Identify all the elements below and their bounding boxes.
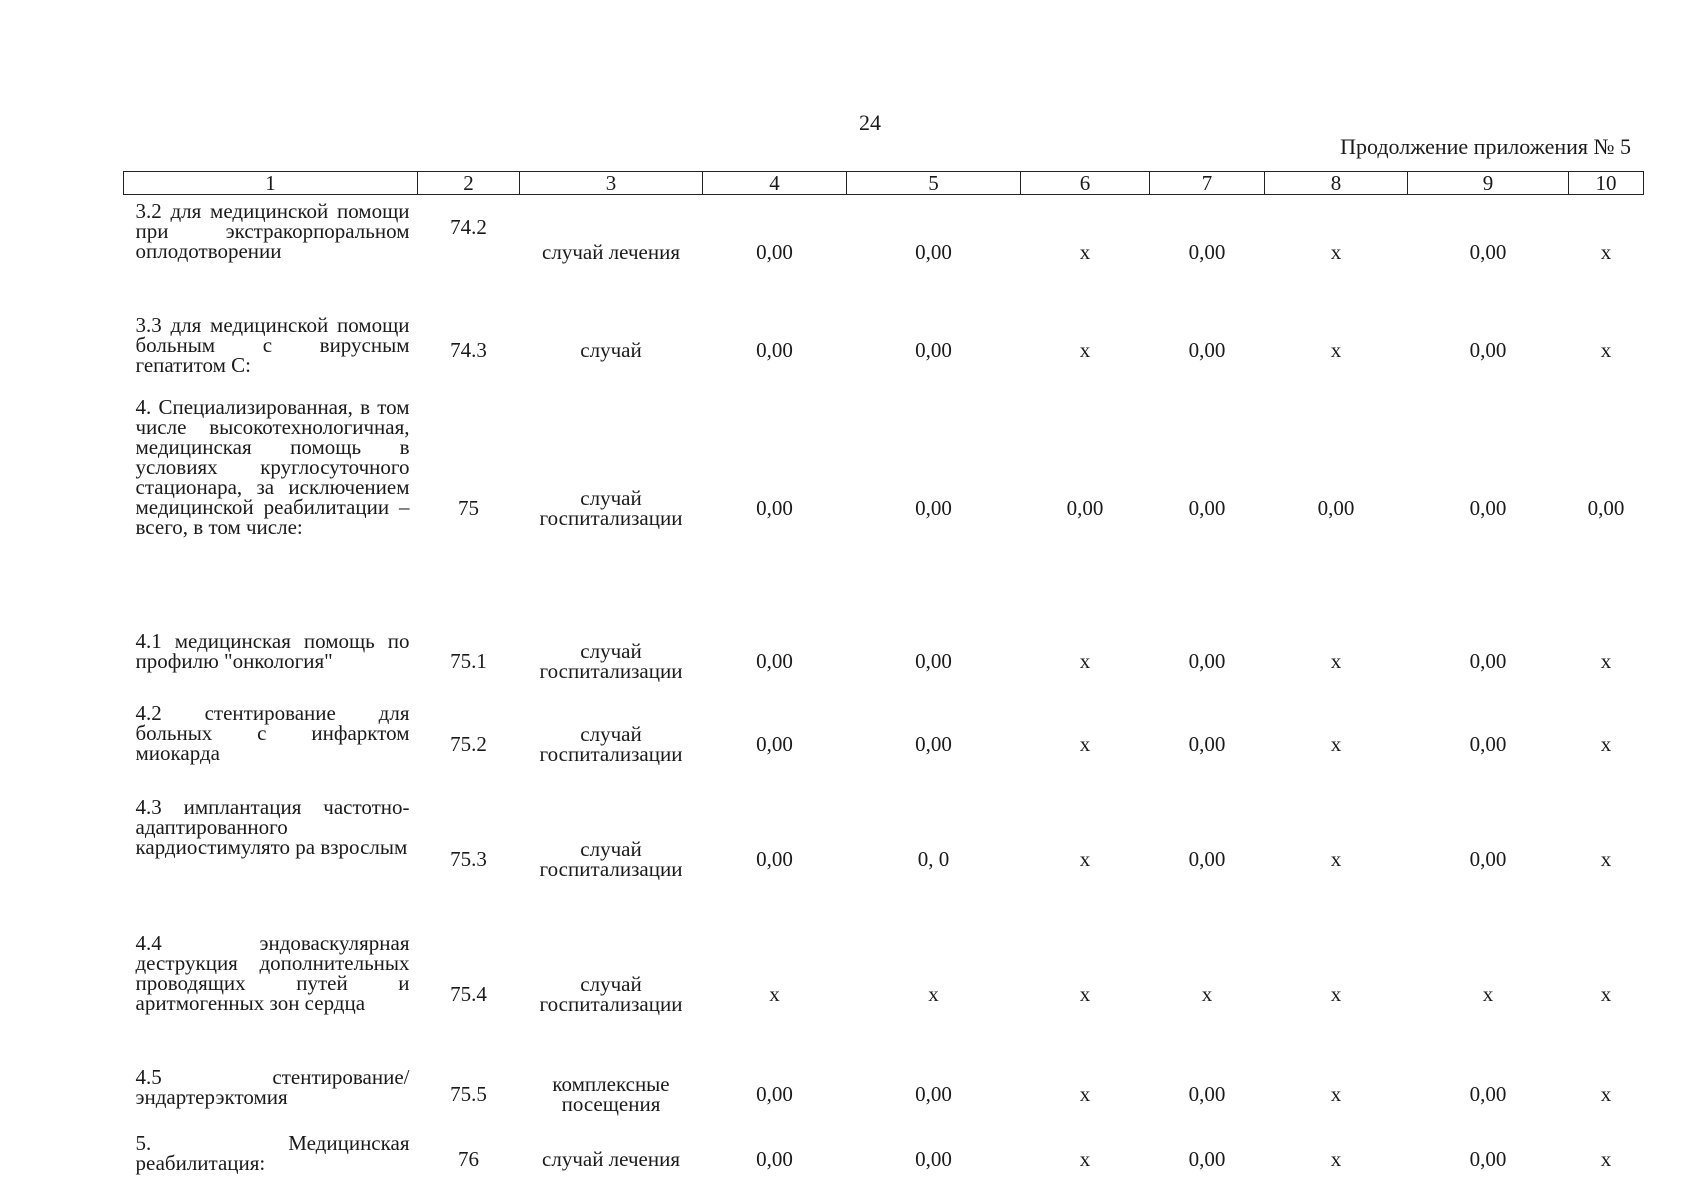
cell-value: 0,00 bbox=[915, 1082, 952, 1106]
column-header: 7 bbox=[1150, 172, 1265, 195]
cell-value: 0,00 bbox=[1469, 1082, 1507, 1106]
table-row bbox=[124, 1061, 1644, 1127]
cell-value: х bbox=[1079, 732, 1091, 756]
column-header: 9 bbox=[1408, 172, 1569, 195]
cell-value: х bbox=[1600, 338, 1612, 362]
row-code: 75.2 bbox=[450, 732, 487, 756]
cell-value: 0,00 bbox=[1469, 1147, 1507, 1171]
cell-value: 0,00 bbox=[1188, 496, 1226, 520]
cell-value: 0, 0 bbox=[917, 847, 950, 871]
row-code: 75.4 bbox=[450, 982, 487, 1006]
cell-value: х bbox=[1330, 1082, 1342, 1106]
row-unit: случай лечения bbox=[542, 240, 680, 264]
cell-value: 0,00 bbox=[1317, 496, 1355, 520]
row-unit: случай bbox=[580, 338, 642, 362]
cell-value: х bbox=[1079, 1082, 1091, 1106]
column-header: 4 bbox=[703, 172, 847, 195]
cell-value: 0,00 bbox=[1469, 847, 1507, 871]
cell-value: 0,00 bbox=[756, 732, 793, 756]
column-header: 10 bbox=[1569, 172, 1644, 195]
table-row bbox=[124, 927, 1644, 1061]
cell-value: 0,00 bbox=[1469, 732, 1507, 756]
column-header: 2 bbox=[418, 172, 520, 195]
cell-value: 0,00 bbox=[915, 649, 952, 673]
row-name: 4.1 медицинская помощь по профилю "онкология" bbox=[135, 629, 410, 673]
page-number: 24 bbox=[859, 110, 881, 135]
row-name: 4. Специализированная, в том числе высокотехнологичная, медицинская помощь в условиях круглосуточного стационара, за исключением медицинской реабилитации – всего, в том числе: bbox=[135, 395, 410, 539]
cell-value: 0,00 bbox=[756, 496, 793, 520]
cell-value: 0,00 bbox=[756, 847, 793, 871]
cell-value: х bbox=[1600, 847, 1612, 871]
row-code: 75.5 bbox=[450, 1082, 487, 1106]
row-code: 74.2 bbox=[450, 215, 487, 239]
cell-value: х bbox=[1079, 982, 1091, 1006]
table-row bbox=[124, 625, 1644, 697]
row-unit: случай госпитализации bbox=[539, 486, 683, 530]
cell-value: х bbox=[1330, 982, 1342, 1006]
row-unit: комплексные посещения bbox=[552, 1072, 670, 1116]
row-name: 3.2 для медицинской помощи при экстракорпоральном оплодотворении bbox=[135, 199, 410, 263]
cell-value: 0,00 bbox=[1587, 496, 1625, 520]
cell-value: 0,00 bbox=[915, 496, 952, 520]
cell-value: 0,00 bbox=[1469, 649, 1507, 673]
cell-value: х bbox=[1600, 240, 1612, 264]
row-name: 4.2 стентирование для больных с инфарктом миокарда bbox=[135, 701, 410, 765]
cell-value: 0,00 bbox=[1188, 732, 1226, 756]
column-header: 3 bbox=[520, 172, 703, 195]
cell-value: 0,00 bbox=[1188, 338, 1226, 362]
row-name: 4.3 имплантация частотно-адаптированного кардиостимулято ра взрослым bbox=[135, 795, 410, 859]
cell-value: х bbox=[1600, 1082, 1612, 1106]
cell-value: х bbox=[1079, 649, 1091, 673]
cell-value: х bbox=[1079, 240, 1091, 264]
cell-value: х bbox=[1600, 982, 1612, 1006]
row-unit: случай госпитализации bbox=[539, 972, 683, 1016]
cell-value: х bbox=[1330, 649, 1342, 673]
table-row bbox=[124, 791, 1644, 927]
data-table bbox=[123, 171, 1644, 1191]
cell-value: 0,00 bbox=[1188, 1082, 1226, 1106]
table-row bbox=[124, 195, 1644, 310]
cell-value: 0,00 bbox=[756, 240, 793, 264]
column-header: 8 bbox=[1265, 172, 1408, 195]
row-name: 4.5 стентирование/ эндартерэктомия bbox=[135, 1065, 410, 1109]
column-number-header-row bbox=[124, 172, 1644, 195]
appendix-continuation-note: Продолжение приложения № 5 bbox=[1340, 134, 1631, 159]
cell-value: х bbox=[1600, 649, 1612, 673]
row-code: 75.1 bbox=[450, 649, 487, 673]
table-row bbox=[124, 1127, 1644, 1191]
cell-value: 0,00 bbox=[1188, 847, 1226, 871]
cell-value: х bbox=[1330, 338, 1342, 362]
cell-value: х bbox=[1482, 982, 1494, 1006]
cell-value: х bbox=[1079, 847, 1091, 871]
cell-value: х bbox=[928, 982, 939, 1006]
cell-value: 0,00 bbox=[1469, 240, 1507, 264]
cell-value: 0,00 bbox=[756, 1147, 793, 1171]
row-unit: случай госпитализации bbox=[539, 722, 683, 766]
cell-value: х bbox=[1330, 847, 1342, 871]
cell-value: х bbox=[1330, 732, 1342, 756]
cell-value: 0,00 bbox=[915, 1147, 952, 1171]
column-header: 6 bbox=[1021, 172, 1150, 195]
row-code: 75.3 bbox=[450, 847, 487, 871]
cell-value: 0,00 bbox=[915, 732, 952, 756]
table-row bbox=[124, 309, 1644, 391]
row-name: 4.4 эндоваскулярная деструкция дополнительных проводящих путей и аритмогенных зон сердца bbox=[135, 931, 410, 1015]
cell-value: х bbox=[1079, 1147, 1091, 1171]
cell-value: 0,00 bbox=[915, 240, 952, 264]
cell-value: 0,00 bbox=[1188, 649, 1226, 673]
cell-value: 0,00 bbox=[915, 338, 952, 362]
cell-value: 0,00 bbox=[1469, 496, 1507, 520]
cell-value: х bbox=[1330, 1147, 1342, 1171]
row-unit: случай лечения bbox=[542, 1147, 680, 1171]
row-unit: случай госпитализации bbox=[539, 837, 683, 881]
row-name: 3.3 для медицинской помощи больным с вирусным гепатитом С: bbox=[135, 313, 410, 377]
row-code: 76 bbox=[458, 1147, 479, 1171]
cell-value: х bbox=[769, 982, 780, 1006]
cell-value: х bbox=[1600, 732, 1612, 756]
cell-value: х bbox=[1330, 240, 1342, 264]
row-unit: случай госпитализации bbox=[539, 639, 683, 683]
cell-value: 0,00 bbox=[756, 338, 793, 362]
table-row bbox=[124, 391, 1644, 625]
column-header: 1 bbox=[124, 172, 418, 195]
cell-value: х bbox=[1079, 338, 1091, 362]
row-code: 75 bbox=[458, 496, 479, 520]
cell-value: 0,00 bbox=[756, 649, 793, 673]
cell-value: 0,00 bbox=[756, 1082, 793, 1106]
cell-value: 0,00 bbox=[1469, 338, 1507, 362]
cell-value: х bbox=[1201, 982, 1213, 1006]
row-name: 5. Медицинская реабилитация: bbox=[135, 1131, 410, 1175]
row-code: 74.3 bbox=[450, 338, 487, 362]
cell-value: 0,00 bbox=[1188, 240, 1226, 264]
cell-value: 0,00 bbox=[1188, 1147, 1226, 1171]
cell-value: 0,00 bbox=[1066, 496, 1104, 520]
cell-value: х bbox=[1600, 1147, 1612, 1171]
table-row bbox=[124, 697, 1644, 791]
column-header: 5 bbox=[847, 172, 1021, 195]
